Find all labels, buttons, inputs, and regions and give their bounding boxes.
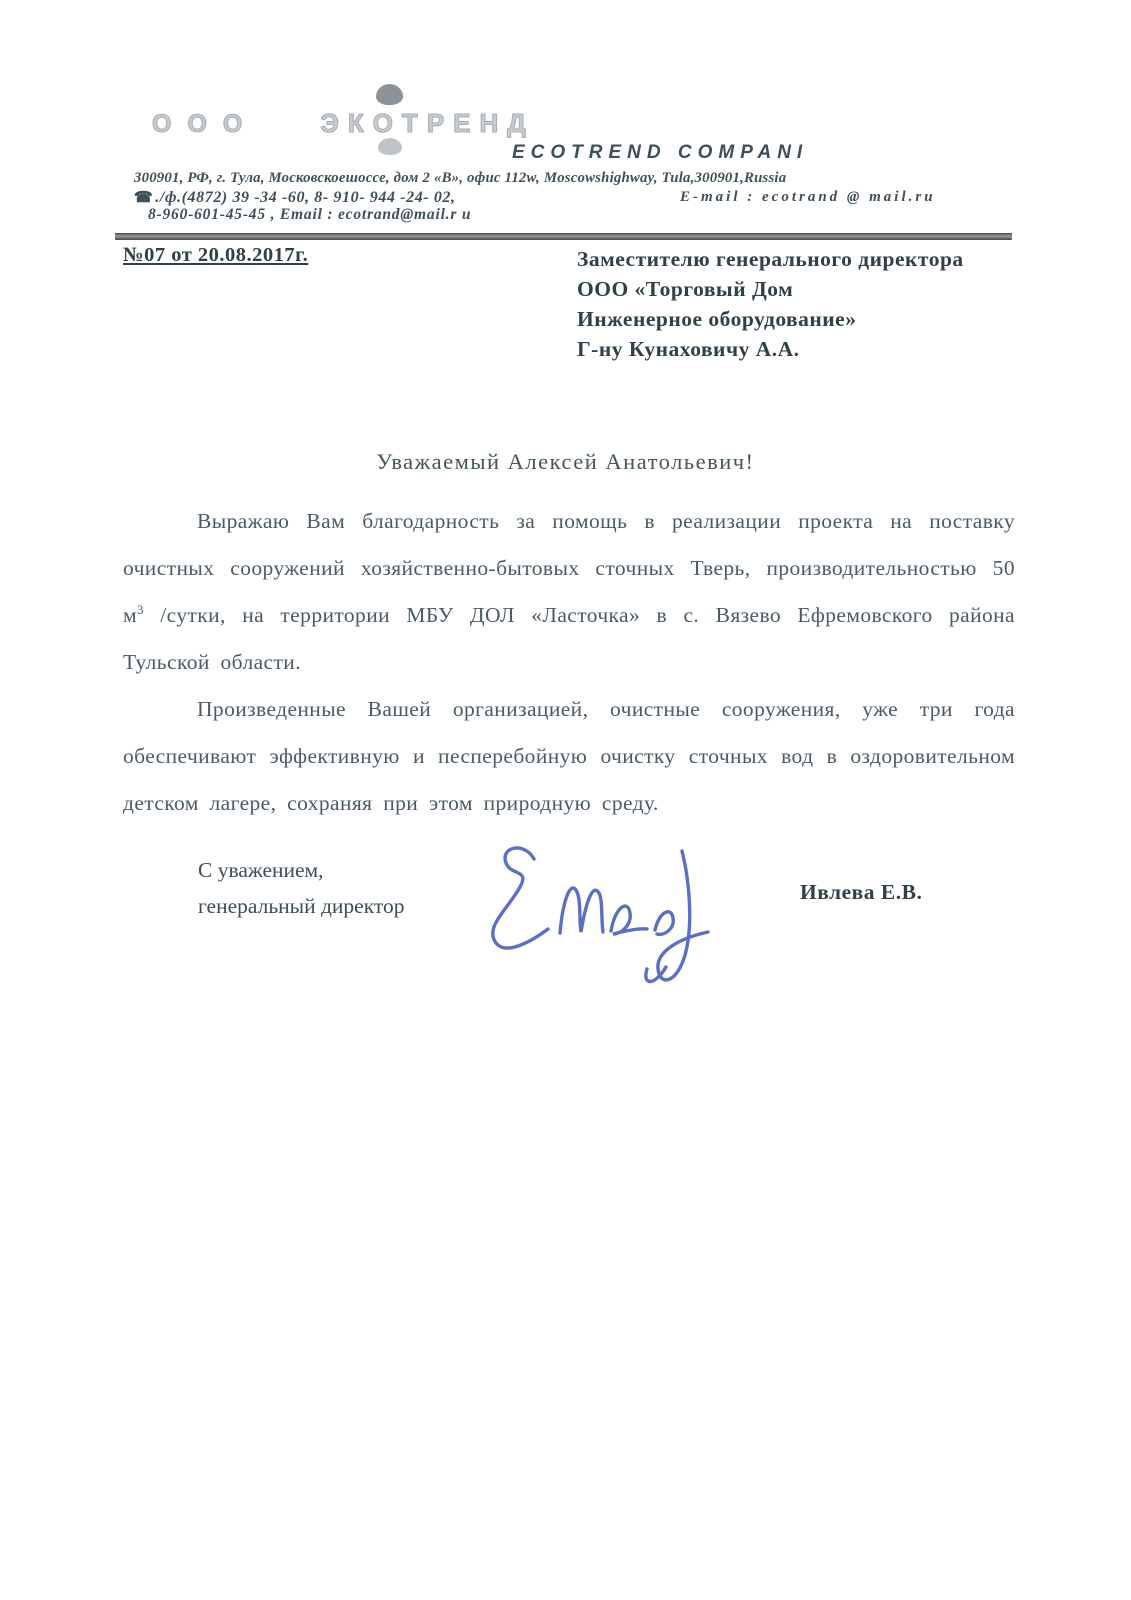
addressee-line: Заместителю генерального директора	[577, 247, 964, 271]
company-name-latin: ECOTREND COMPANI	[512, 142, 809, 163]
signer-name: Ивлева Е.В.	[800, 880, 923, 904]
company-logo-name: ЭКОТРЕНД	[320, 108, 535, 138]
closing-block	[198, 852, 405, 924]
salutation: Уважаемый Алексей Анатольевич!	[376, 449, 755, 474]
cubic-meter-superscript: 3	[137, 601, 144, 617]
company-logo-name-wrap	[320, 108, 534, 139]
addressee-block	[577, 244, 964, 364]
body-paragraph-2: Произведенные Вашей организацией, очистные сооружения, уже три года обеспечивают эффективную и песперебойную очистку сточных вод в оздоровительном детском лагере, сохраняя при этом природную среду.	[123, 697, 1015, 815]
phone-numbers: ./ф.(4872) 39 -34 -60, 8- 910- 944 -24- 02,	[155, 189, 456, 206]
company-address: 300901, РФ, г. Тула, Московскоешоссе, дом 2 «В», офис 112w, Moscowshighway, Tula,300901,Russia	[134, 170, 787, 186]
company-logo-ooo: ООО	[152, 110, 259, 138]
phone-line-2: 8-960-601-45-45 , Email : ecotrand@mail.r u	[148, 206, 472, 223]
addressee-line: Инженерное оборудование»	[577, 307, 857, 331]
body-paragraph-1	[123, 498, 1015, 686]
company-logo	[152, 108, 535, 139]
addressee-line: Г-ну Кунаховичу А.А.	[577, 337, 800, 361]
phone-icon: ☎	[134, 190, 154, 206]
addressee-line: ООО «Торговый Дом	[577, 277, 794, 301]
letter-body	[123, 498, 1015, 827]
closing-line-2: генеральный директор	[198, 894, 405, 918]
body-paragraph-1-text-cont: /сутки, на территории МБУ ДОЛ «Ласточка» в с. Вязево Ефремовского района Тульской области.	[123, 603, 1015, 674]
shell-icon-top	[376, 84, 403, 105]
separator-rule	[115, 233, 1012, 240]
phone-line	[134, 188, 456, 207]
signature-image	[450, 835, 750, 995]
body-paragraph-1-text: Выражаю Вам благодарность за помощь в реализации проекта на поставку очистных сооружений хозяйственно-бытовых сточных Тверь, производительностью 50 м	[123, 509, 1015, 627]
company-email: E-mail : ecotrand @ mail.ru	[680, 189, 936, 205]
shell-icon-bottom	[378, 138, 402, 155]
closing-line-1: С уважением,	[198, 858, 324, 882]
reference-number: №07 от 20.08.2017г.	[123, 244, 309, 266]
